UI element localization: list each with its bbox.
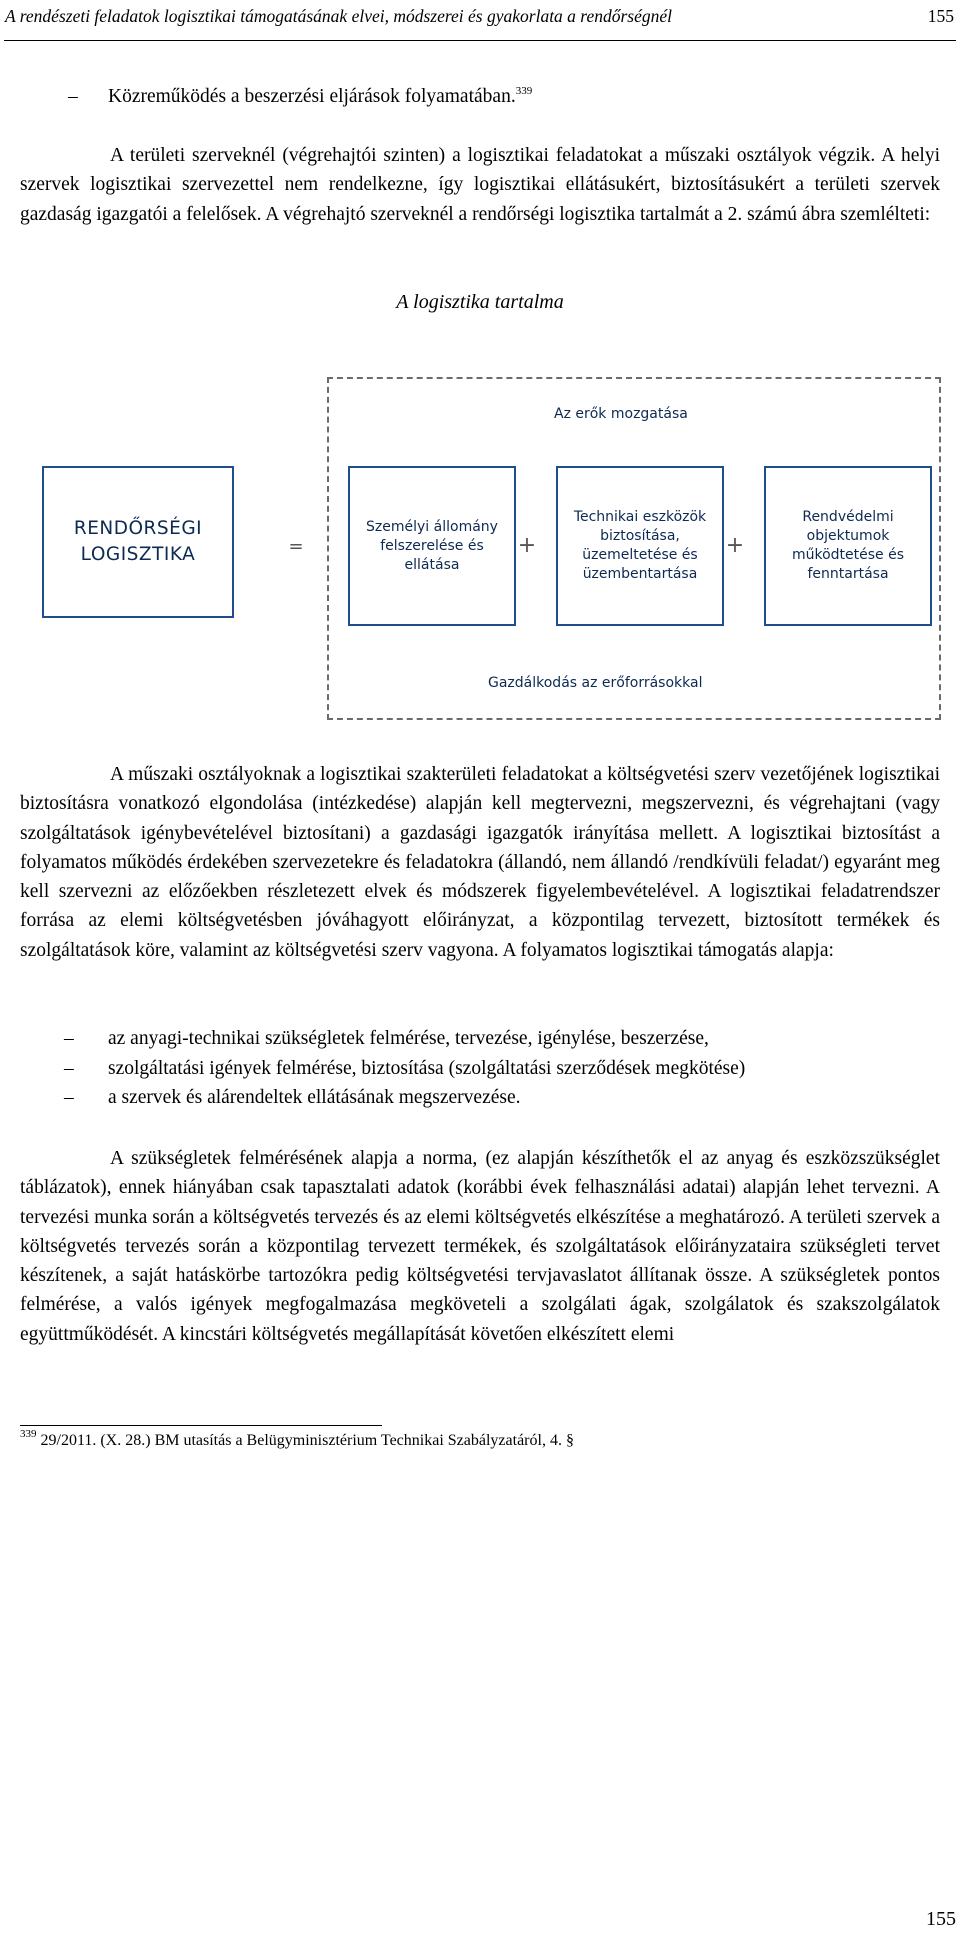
- diagram-top-label: Az erők mozgatása: [554, 406, 688, 422]
- footnote-reference: 339: [515, 85, 533, 97]
- footnote: [20, 1428, 574, 1450]
- top-list-item: [68, 82, 948, 112]
- list-item-text: szolgáltatási igények felmérése, biztosítása (szolgáltatási szerződések megkötése): [108, 1058, 746, 1079]
- paragraph-3: [20, 1144, 940, 1349]
- diagram-box-technical: Technikai eszközök biztosítása, üzemeltetése és üzembentartása: [556, 466, 724, 626]
- diagram-box-personnel: Személyi állomány felszerelése és ellátása: [348, 466, 516, 626]
- running-title: A rendészeti feladatok logisztikai támogatásának elvei, módszerei és gyakorlata a rendőrségnél: [5, 6, 672, 26]
- dash-marker: –: [64, 1087, 74, 1108]
- paragraph-2-text: A műszaki osztályoknak a logisztikai szakterületi feladatokat a költségvetési szerv vezetőjének logisztikai biztosításra vonatkozó elgondolása (intézkedése) alapján kell megtervezni, megszervezni, és végrehajtani (vagy szolgáltatások igénybevételével biztosítani) a gazdasági igazgatók irányítása mellett. A logisztikai biztosítást a folyamatos működés érdekében szervezetekre és feladatokra (állandó, nem állandó /rendkívüli feladat/) egyaránt meg kell szervezni az előzőekben részletezett elvek és módszerek figyelembevételével. A logisztikai feladatrendszer forrása az elemi költségvetésben jóváhagyott előirányzat, a központilag tervezett, biztosított termékek és szolgáltatások köre, valamint az költségvetési szerv vagyona. A folyamatos logisztikai támogatás alapja:: [20, 764, 940, 961]
- footnote-rule: [20, 1425, 382, 1426]
- list-item: [64, 1083, 944, 1113]
- footnote-text: 29/2011. (X. 28.) BM utasítás a Belügyminisztérium Technikai Szabályzatáról, 4. §: [40, 1432, 574, 1449]
- list-item-text: az anyagi-technikai szükségletek felmérése, tervezése, igénylése, beszerzése,: [108, 1028, 709, 1049]
- diagram-dashed-frame: [327, 377, 941, 720]
- paragraph-2: [20, 760, 940, 965]
- equals-operator: =: [288, 536, 304, 557]
- diagram-box-facilities: Rendvédelmi objektumok működtetése és fenntartása: [764, 466, 932, 626]
- figure-caption: A logisztika tartalma: [396, 291, 564, 313]
- dash-marker: –: [64, 1058, 74, 1079]
- header-rule: [4, 40, 956, 41]
- footer-page-number: 155: [926, 1908, 956, 1930]
- footnote-number: 339: [20, 1428, 37, 1440]
- dash-marker: –: [68, 86, 78, 107]
- list-item-text: a szervek és alárendeltek ellátásának megszervezése.: [108, 1087, 521, 1108]
- top-item-text: Közreműködés a beszerzési eljárások folyamatában.: [108, 86, 516, 107]
- plus-operator: +: [725, 533, 745, 558]
- dash-marker: –: [64, 1028, 74, 1049]
- list-item: [64, 1054, 944, 1084]
- list-item: [64, 1024, 944, 1054]
- page-header: [0, 0, 960, 42]
- paragraph-1: [20, 141, 940, 229]
- paragraph-3-text: A szükségletek felmérésének alapja a norma, (ez alapján készíthetők el az anyag és eszközszükséglet táblázatok), ennek hiányában csak tapasztalati adatok (korábbi évek felhasználási adatai) alapján lehet tervezni. A tervezési munka során a költségvetés tervezés és az elemi költségvetés elkészítése a meghatározó. A területi szervek a költségvetés tervezés során a központilag tervezett termékek, és szolgáltatások előirányzataira szükségleti tervet készítenek, a saját hatáskörbe tartozókra pedig költségvetési tervjavaslatot állítanak össze. A szükségletek pontos felmérése, a valós igények megfogalmazása megköveteli a szolgálati ágak, szolgálatok és szakszolgálatok együttműködését. A kincstári költségvetés megállapítását követően elkészített elemi: [20, 1148, 940, 1345]
- plus-operator: +: [517, 533, 537, 558]
- paragraph-1-text: A területi szerveknél (végrehajtói szinten) a logisztikai feladatokat a műszaki osztályok végzik. A helyi szervek logisztikai szervezettel nem rendelkezne, így logisztikai ellátásukért, biztosításukért a területi szervek gazdaság igazgatói a felelősek. A végrehajtó szerveknél a rendőrségi logisztika tartalmát a 2. számú ábra szemlélteti:: [20, 145, 940, 225]
- diagram-main-box: RENDŐRSÉGI LOGISZTIKA: [42, 466, 234, 618]
- header-page-number: 155: [927, 6, 954, 26]
- diagram-bottom-label: Gazdálkodás az erőforrásokkal: [488, 675, 703, 691]
